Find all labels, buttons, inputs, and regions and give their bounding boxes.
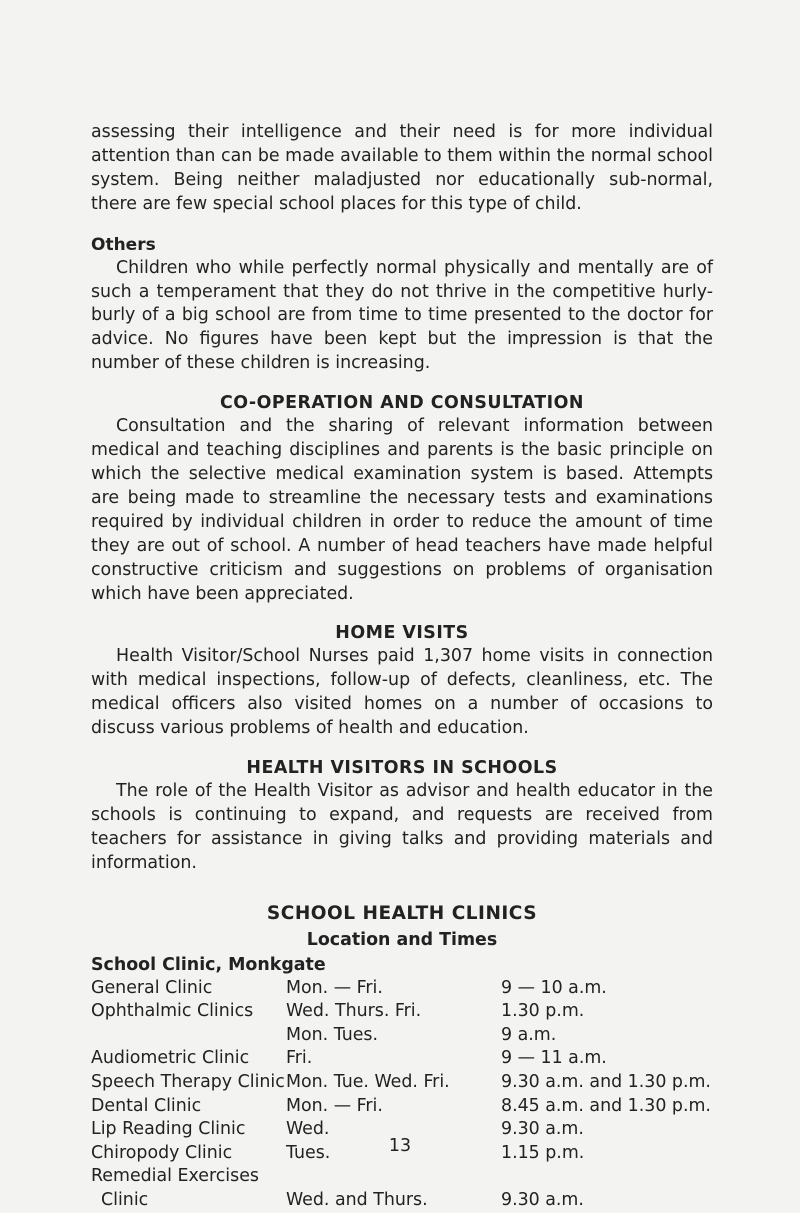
clinic-times: 9 — 10 a.m.	[501, 977, 607, 998]
others-heading: Others	[91, 234, 156, 255]
clinic-times: 9.30 a.m. and 1.30 p.m.	[501, 1072, 711, 1093]
clinic-times: 9 — 11 a.m.	[501, 1048, 607, 1069]
table-row	[91, 1000, 711, 1024]
home-visits-paragraph: Health Visitor/School Nurses paid 1,307 home visits in connection with medical inspections, follow-up of defects, cleanliness, etc. The medical officers also visited homes on a number of occasions to discuss various problems of health and education.	[91, 646, 713, 739]
table-row	[91, 1189, 711, 1213]
clinic-name-continued: Clinic	[101, 1190, 149, 1210]
document-page	[91, 121, 713, 1213]
clinic-days: Mon. Tues.	[286, 1024, 379, 1045]
clinic-days: Tues.	[286, 1142, 331, 1163]
clinic-location-heading: School Clinic, Monkgate	[91, 954, 326, 975]
home-visits-heading: HOME VISITS	[335, 623, 469, 644]
clinic-times: 9.30 a.m.	[501, 1119, 584, 1140]
cooperation-heading: CO-OPERATION AND CONSULTATION	[220, 393, 584, 414]
clinic-days: Wed. and Thurs.	[286, 1190, 428, 1210]
clinic-name: Lip Reading Clinic	[91, 1119, 246, 1140]
clinic-days	[286, 1165, 501, 1189]
clinic-name: General Clinic	[91, 977, 213, 998]
health-visitors-heading: HEALTH VISITORS IN SCHOOLS	[246, 758, 558, 779]
clinic-times	[501, 1165, 711, 1189]
table-row	[91, 1165, 711, 1189]
clinic-times: 9 a.m.	[501, 1024, 557, 1045]
clinics-subheading: Location and Times	[306, 929, 498, 950]
clinic-times: 1.30 p.m.	[501, 1001, 585, 1022]
clinic-name: Speech Therapy Clinic	[91, 1072, 285, 1093]
clinic-days: Mon. Tue. Wed. Fri.	[286, 1072, 450, 1093]
cooperation-paragraph: Consultation and the sharing of relevant information between medical and teaching disciplines and parents is the basic principle on which the selective medical examination system is based. Attempts are being made to streamline the necessary tests and examinations required by individual children in order to reduce the amount of time they are out of school. A number of head teachers have made helpful constructive criticism and suggestions on problems of organisation which have been appreciated.	[91, 416, 713, 604]
clinic-days: Wed. Thurs. Fri.	[286, 1001, 422, 1022]
clinic-name: Chiropody Clinic	[91, 1142, 233, 1163]
clinic-days: Mon. — Fri.	[286, 1095, 383, 1116]
others-paragraph: Children who while perfectly normal physically and mentally are of such a temperament that they do not thrive in the competitive hurly-burly of a big school are from time to time presented to the doctor for advice. No figures have been kept but the impression is that the number of these children is increasing.	[91, 257, 713, 374]
clinic-name	[91, 1189, 286, 1213]
table-row	[91, 1071, 711, 1095]
clinic-name: Audiometric Clinic	[91, 1048, 250, 1069]
clinic-days: Fri.	[286, 1048, 313, 1069]
clinic-times: 1.15 p.m.	[501, 1142, 585, 1163]
clinics-heading: SCHOOL HEALTH CLINICS	[266, 902, 538, 924]
clinic-days: Wed.	[286, 1119, 330, 1140]
clinic-name: Dental Clinic	[91, 1095, 202, 1116]
clinic-days: Mon. — Fri.	[286, 977, 383, 998]
clinic-times: 9.30 a.m.	[501, 1190, 584, 1210]
intro-paragraph: assessing their intelligence and their need is for more individual attention than can be made available to them within the normal school system. Being neither maladjusted nor educationally sub-normal, there are few special school places for this type of child.	[91, 122, 713, 214]
clinic-name	[91, 1024, 286, 1048]
clinic-times: 8.45 a.m. and 1.30 p.m.	[501, 1095, 711, 1116]
table-row	[91, 1047, 711, 1071]
table-row	[91, 1024, 711, 1048]
clinic-name: Remedial Exercises	[91, 1166, 259, 1187]
health-visitors-paragraph: The role of the Health Visitor as advisor and health educator in the schools is continuing to expand, and requests are received from teachers for assistance in giving talks and providing materials and information.	[91, 781, 713, 873]
table-row	[91, 1095, 711, 1119]
clinic-schedule-table	[91, 977, 711, 1213]
page-number: 13	[388, 1136, 412, 1156]
table-row	[91, 977, 711, 1001]
clinic-name: Ophthalmic Clinics	[91, 1001, 254, 1022]
